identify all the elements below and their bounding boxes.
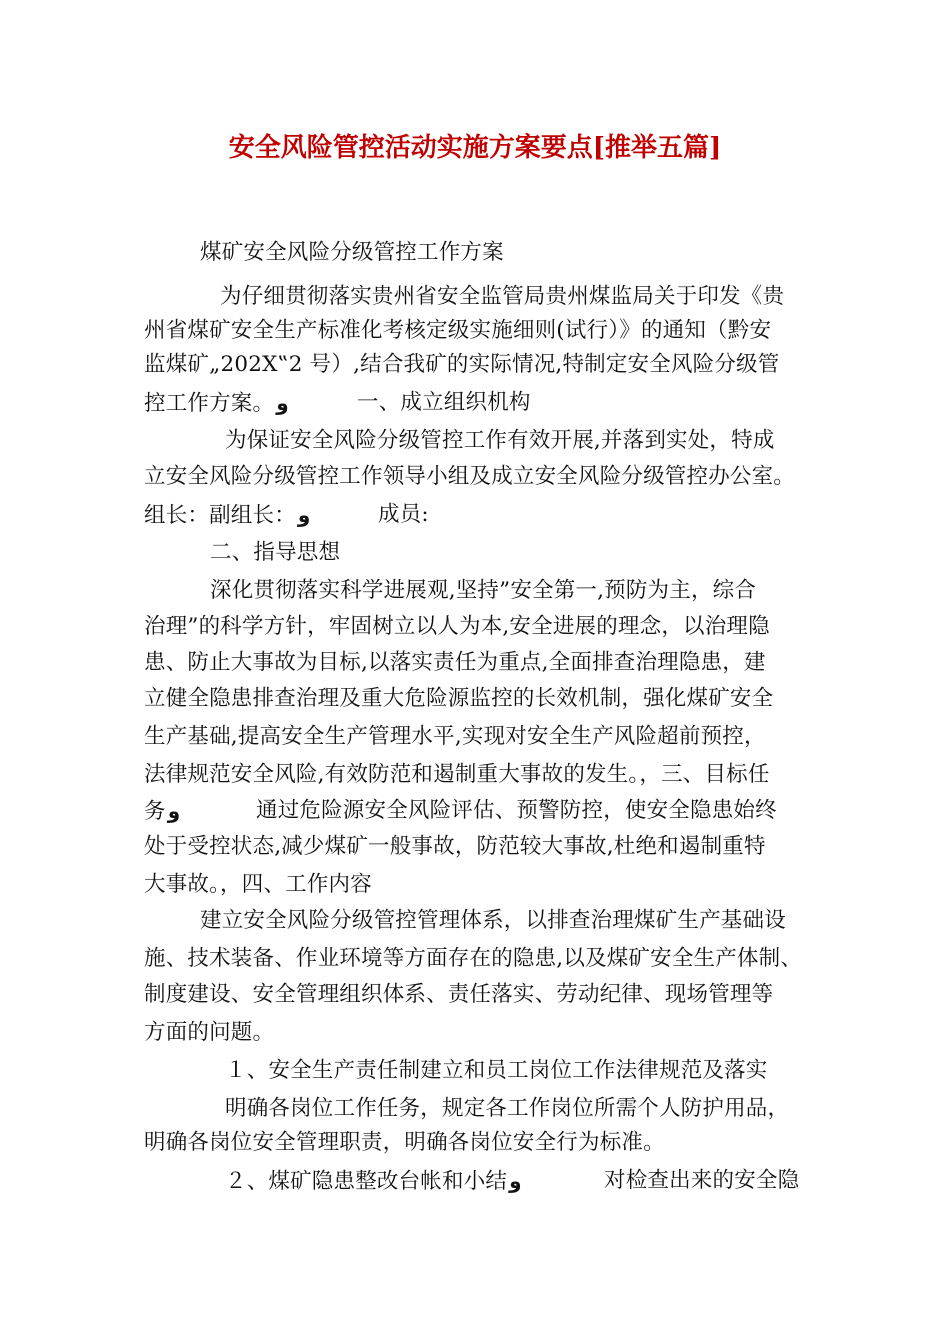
doc-line: 监煤矿„202X‟2 号）,结合我矿的实际情况,特制定安全风险分级管	[144, 352, 780, 377]
line-text: 控工作方案。	[144, 391, 275, 416]
doc-line: 处于受控状态,减少煤矿一般事故，防范较大事故,杜绝和遏制重特	[144, 834, 766, 859]
doc-line: 立健全隐患排查治理及重大危险源监控的长效机制，强化煤矿安全	[144, 686, 774, 711]
line-text: ２、煤矿隐患整改台帐和小结	[225, 1169, 508, 1194]
doc-line: 煤矿安全风险分级管控工作方案	[200, 240, 504, 265]
doc-line: 成员:	[378, 502, 429, 527]
doc-line: 大事故。，四、工作内容	[144, 872, 372, 897]
doc-line	[144, 388, 291, 419]
doc-line: 为仔细贯彻落实贵州省安全监管局贵州煤监局关于印发《贵	[220, 284, 785, 309]
doc-line: 建立安全风险分级管控管理体系，以排查治理煤矿生产基础设	[200, 908, 786, 933]
doc-line: 制度建设、安全管理组织体系、责任落实、劳动纪律、现场管理等	[144, 982, 774, 1007]
doc-line	[144, 796, 182, 827]
marker-glyph: و	[276, 391, 289, 415]
doc-line: 州省煤矿安全生产标准化考核定级实施细则(试行）》的通知（黔安	[144, 318, 772, 343]
doc-line	[144, 500, 312, 531]
doc-line: 一、成立组织机构	[357, 390, 531, 415]
document-title: 安全风险管控活动实施方案要点[推举五篇]	[228, 133, 722, 163]
doc-line: 法律规范安全风险,有效防范和遏制重大事故的发生。，三、目标任	[144, 762, 770, 787]
doc-line: 明确各岗位安全管理职责，明确各岗位安全行为标准。	[144, 1130, 665, 1155]
doc-line: 通过危险源安全风险评估、预警防控，使安全隐患始终	[256, 798, 777, 823]
doc-line: 方面的问题。	[144, 1020, 275, 1045]
marker-glyph: و	[509, 1169, 522, 1193]
line-text: 组长：副组长：	[144, 503, 296, 528]
doc-line: １、安全生产责任制建立和员工岗位工作法律规范及落实	[225, 1058, 768, 1083]
doc-line: 明确各岗位工作任务，规定各工作岗位所需个人防护用品，	[225, 1096, 790, 1121]
marker-glyph: و	[297, 503, 311, 527]
doc-line	[225, 1166, 524, 1197]
doc-line: 治理”的科学方针，牢固树立以人为本,安全进展的理念，以治理隐	[144, 614, 770, 639]
doc-line: 对检查出来的安全隐	[604, 1168, 800, 1193]
doc-line: 为保证安全风险分级管控工作有效开展,并落到实处，特成	[225, 428, 775, 453]
doc-line: 施、技术装备、作业环境等方面存在的隐患,以及煤矿安全生产体制、	[144, 946, 803, 971]
line-text: 务	[144, 799, 166, 824]
doc-line: 立安全风险分级管控工作领导小组及成立安全风险分级管控办公室。	[144, 464, 796, 489]
doc-line: 二、指导思想	[210, 540, 341, 565]
marker-glyph: و	[167, 799, 181, 823]
doc-line: 患、防止大事故为目标,以落实责任为重点,全面排查治理隐患，建	[144, 650, 766, 675]
doc-line: 深化贯彻落实科学进展观,坚持”安全第一,预防为主，综合	[210, 578, 757, 603]
doc-line: 生产基础,提高安全生产管理水平,实现对安全生产风险超前预控，	[144, 724, 766, 749]
